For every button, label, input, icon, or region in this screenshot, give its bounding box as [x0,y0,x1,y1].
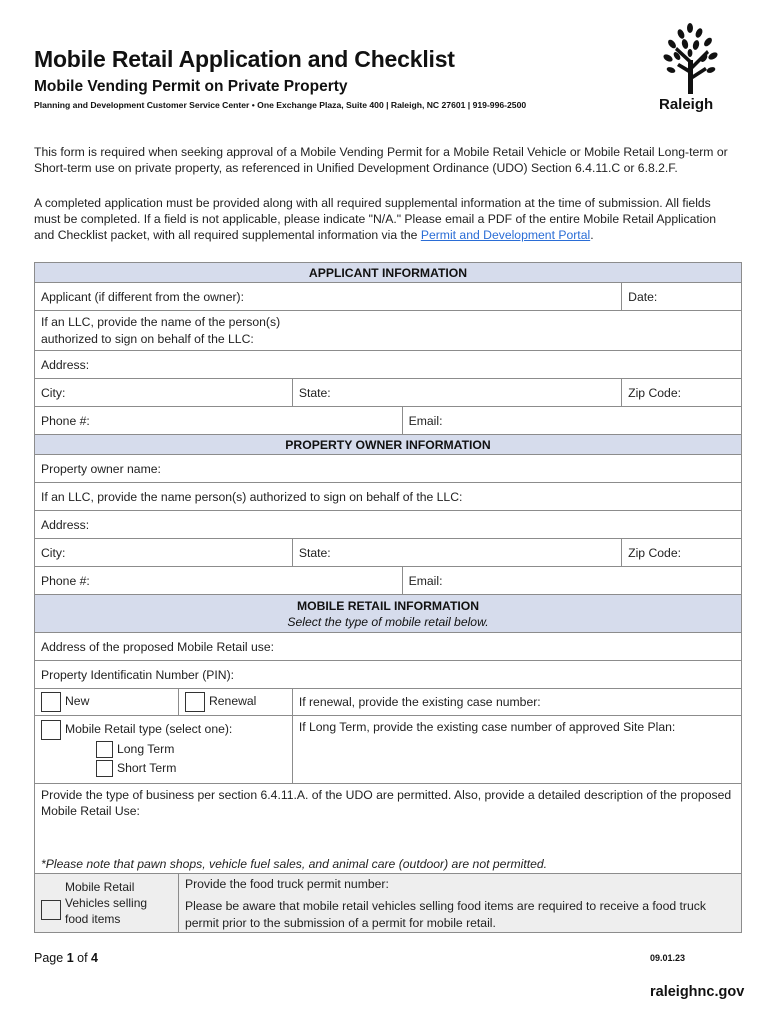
owner-llc-field[interactable]: If an LLC, provide the name person(s) authorized to sign on behalf of the LLC: [35,483,742,511]
page-of: of [77,951,88,965]
page-indicator [34,951,98,965]
long-term-label: Long Term [117,742,175,756]
page-total: 4 [91,951,98,965]
retail-type-checkbox[interactable] [41,720,61,740]
retail-type-cell [35,716,293,784]
intro-paragraph-2-end: . [590,228,594,242]
page-word: Page [34,951,64,965]
footer-website: raleighnc.gov [650,984,745,1000]
food-permit-note: Please be aware that mobile retail vehicles selling food items are required to receive a food truck permit prior to the submission of a permit for mobile retail. [184,899,706,930]
permit-portal-link[interactable]: Permit and Development Portal [420,228,591,242]
short-term-label: Short Term [117,761,177,775]
prohibited-uses-note: *Please note that pawn shops, vehicle fuel sales, and animal care (outdoor) are not permitted. [41,857,548,871]
food-vehicle-checkbox[interactable] [41,900,61,920]
food-vehicle-cell [35,874,179,933]
oak-tree-icon [655,20,727,96]
applicant-phone-field[interactable]: Phone #: [35,407,403,435]
renewal-label: Renewal [208,694,257,709]
business-description-field[interactable] [35,784,742,874]
business-description-prompt: Provide the type of business per section 6.4.11.A. of the UDO are permitted. Also, provide a detailed description of the proposed Mobile Retail Use: [41,788,732,818]
page-title: Mobile Retail Application and Checklist [34,46,455,72]
new-option-cell [35,689,179,716]
application-form [34,262,742,933]
owner-address-field[interactable]: Address: [35,511,742,539]
applicant-state-field[interactable]: State: [292,379,621,407]
mobile-heading: MOBILE RETAIL INFORMATION [296,598,480,613]
short-term-checkbox[interactable] [96,760,113,777]
owner-phone-field[interactable]: Phone #: [35,567,403,595]
owner-email-field[interactable]: Email: [402,567,741,595]
applicant-date-field[interactable]: Date: [622,283,742,311]
renewal-case-field[interactable]: If renewal, provide the existing case number: [292,689,741,716]
intro-paragraph-2-text: A completed application must be provided along with all required supplemental information at the time of submission. All fields must be completed. If a field is not applicable, please indicate "N/A." Please email a PDF of the entire Mobile Retail Application and Checklist packet, with all required supplemental information via the [34,196,717,242]
owner-zip-field[interactable]: Zip Code: [622,539,742,567]
intro-paragraph-2 [34,195,739,243]
owner-heading: PROPERTY OWNER INFORMATION [35,435,742,455]
applicant-zip-field[interactable]: Zip Code: [622,379,742,407]
applicant-name-field[interactable]: Applicant (if different from the owner): [35,283,622,311]
mobile-subheading: Select the type of mobile retail below. [287,614,489,629]
logo-text: Raleigh [659,96,714,113]
applicant-section-header [35,263,742,283]
applicant-llc-line-1: If an LLC, provide the name of the person(s) [41,314,281,329]
mobile-heading-cell [35,595,742,633]
food-permit-field[interactable]: Provide the food truck permit number: [184,877,389,891]
revision-date: 09.01.23 [650,953,686,963]
pin-field[interactable]: Property Identificatin Number (PIN): [35,661,742,689]
long-term-checkbox[interactable] [96,741,113,758]
food-permit-cell [178,874,741,933]
intro-paragraph-1: This form is required when seeking approval of a Mobile Vending Permit for a Mobile Retail Vehicle or Mobile Retail Long-term or Short-term use on private property, as referenced in Unified Development Ordinance (UDO) Section 6.4.11.C or 6.8.2.F. [34,145,728,175]
applicant-city-field[interactable]: City: [35,379,293,407]
page-subtitle: Mobile Vending Permit on Private Property [34,78,348,95]
long-term-case-field[interactable]: If Long Term, provide the existing case number of approved Site Plan: [292,716,741,784]
page-number: 1 [66,951,74,965]
raleigh-logo [655,20,727,120]
applicant-llc-line-2: authorized to sign on behalf of the LLC: [41,331,254,346]
proposed-address-field[interactable]: Address of the proposed Mobile Retail use: [35,633,742,661]
retail-type-label: Mobile Retail type (select one): [65,722,233,737]
renewal-option-cell [178,689,292,716]
new-checkbox[interactable] [41,692,61,712]
applicant-address-field[interactable]: Address: [35,351,742,379]
renewal-checkbox[interactable] [185,692,205,712]
new-label: New [65,694,90,709]
applicant-heading: APPLICANT INFORMATION [35,263,742,283]
applicant-llc-field[interactable] [35,311,742,351]
applicant-email-field[interactable]: Email: [402,407,741,435]
mobile-section-header [35,595,742,633]
owner-name-field[interactable]: Property owner name: [35,455,742,483]
owner-city-field[interactable]: City: [35,539,293,567]
food-vehicle-label: Mobile Retail Vehicles selling food items [65,880,148,926]
owner-section-header [35,435,742,455]
office-address: Planning and Development Customer Service Center • One Exchange Plaza, Suite 400 | Raleigh, NC 27601 | 919-996-2500 [34,100,527,110]
owner-state-field[interactable]: State: [292,539,621,567]
